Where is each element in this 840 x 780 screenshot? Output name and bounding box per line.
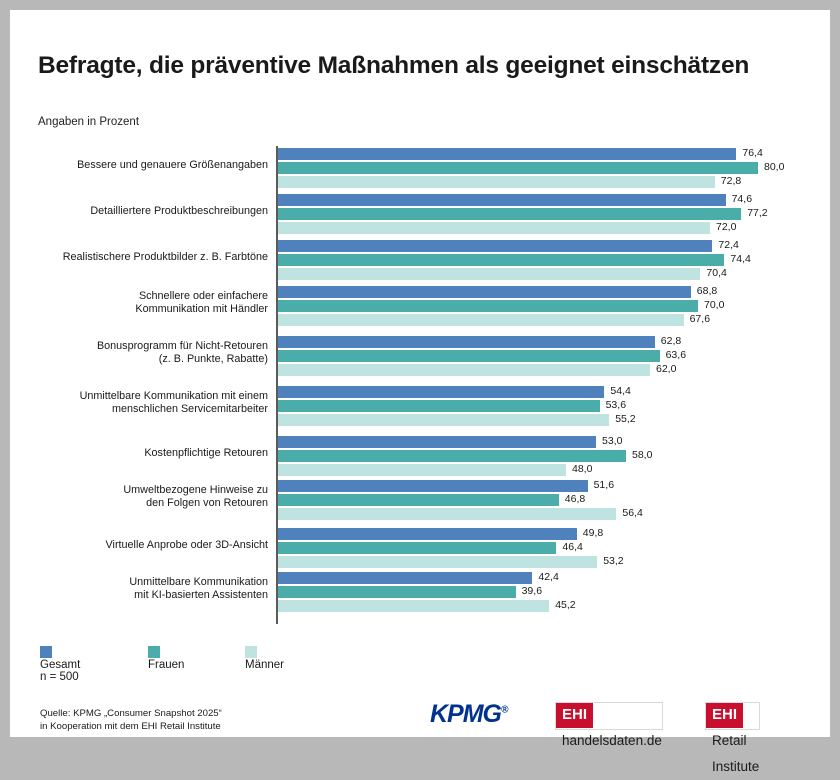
- category-label: Virtuelle Anprobe oder 3D-Ansicht: [105, 539, 268, 551]
- legend-item-gesamt[interactable]: [40, 646, 80, 671]
- bar-value-label: 76,4: [742, 147, 763, 159]
- bar-group: [38, 386, 803, 430]
- bar-männer[interactable]: [278, 414, 609, 426]
- bar-frauen[interactable]: [278, 208, 741, 220]
- bar-value-label: 45,2: [555, 599, 576, 611]
- bar-value-label: 74,6: [731, 193, 753, 205]
- bar-value-label: 56,4: [622, 507, 643, 519]
- bar-value-label: 46,4: [562, 541, 583, 553]
- bar-value-label: 70,0: [704, 299, 725, 311]
- chart-subtitle: Angaben in Prozent: [38, 116, 140, 128]
- bar-value-label: 53,6: [605, 399, 627, 411]
- kpmg-registered-mark: ®: [501, 704, 508, 716]
- legend-label: Frauen: [148, 659, 185, 671]
- category-label: Kostenpflichtige Retouren: [144, 447, 268, 459]
- bar-frauen[interactable]: [278, 450, 626, 462]
- bar-frauen[interactable]: [278, 400, 600, 412]
- bar-frauen[interactable]: [278, 542, 556, 554]
- bar-frauen[interactable]: [278, 254, 724, 266]
- category-label: Bessere und genauere Größenangaben: [77, 159, 268, 171]
- ehi-badge-2: EHI: [706, 703, 743, 728]
- bar-group: [38, 286, 803, 330]
- bar-value-label: 77,2: [747, 207, 768, 219]
- bar-value-label: 54,4: [610, 385, 631, 397]
- bar-group: [38, 336, 803, 380]
- bar-männer[interactable]: [278, 222, 710, 234]
- bar-value-label: 48,0: [572, 463, 593, 475]
- ehi-handelsdaten-logo: [555, 702, 663, 748]
- bar-value-label: 53,0: [602, 435, 623, 447]
- bar-group: [38, 436, 803, 480]
- ehi-retail-institute-text: Retail Institute: [712, 733, 760, 774]
- bar-gesamt[interactable]: [278, 528, 577, 540]
- bar-männer[interactable]: [278, 314, 684, 326]
- bar-value-label: 62,0: [656, 363, 677, 375]
- source-line-1: Quelle: KPMG „Consumer Snapshot 2025“: [40, 708, 222, 719]
- legend-swatch: [245, 646, 257, 658]
- bar-männer[interactable]: [278, 268, 700, 280]
- bar-value-label: 80,0: [764, 161, 785, 173]
- bar-männer[interactable]: [278, 364, 650, 376]
- bar-gesamt[interactable]: [278, 148, 736, 160]
- legend-item-frauen[interactable]: [148, 646, 184, 671]
- bar-group: [38, 194, 803, 238]
- bar-group: [38, 572, 803, 616]
- bar-gesamt[interactable]: [278, 436, 596, 448]
- bar-value-label: 67,6: [689, 313, 711, 325]
- kpmg-logo-text: KPMG: [430, 700, 501, 728]
- bar-value-label: 72,4: [718, 239, 739, 251]
- bar-value-label: 70,4: [706, 267, 727, 279]
- bar-gesamt[interactable]: [278, 240, 712, 252]
- legend-item-männer[interactable]: [245, 646, 284, 671]
- bar-männer[interactable]: [278, 176, 715, 188]
- category-label: Detailliertere Produktbeschreibungen: [90, 205, 268, 217]
- bar-frauen[interactable]: [278, 494, 559, 506]
- bar-männer[interactable]: [278, 508, 616, 520]
- bar-value-label: 58,0: [632, 449, 653, 461]
- source-note: [40, 708, 222, 733]
- bar-value-label: 49,8: [582, 527, 604, 539]
- bar-value-label: 42,4: [538, 571, 559, 583]
- bar-value-label: 62,8: [660, 335, 682, 347]
- bar-group: [38, 480, 803, 524]
- bar-group: [38, 148, 803, 192]
- legend-label: Gesamt: [40, 659, 81, 671]
- bar-männer[interactable]: [278, 464, 566, 476]
- page-title: Befragte, die präventive Maßnahmen als geeignet einschätzen: [38, 52, 750, 79]
- bar-value-label: 74,4: [730, 253, 751, 265]
- bar-value-label: 51,6: [593, 479, 615, 491]
- bar-value-label: 63,6: [665, 349, 687, 361]
- category-label: Unmittelbare Kommunikation mit einem menschlichen Servicemitarbeiter: [79, 390, 268, 415]
- bar-frauen[interactable]: [278, 586, 516, 598]
- sample-size-label: n = 500: [40, 671, 79, 683]
- bar-frauen[interactable]: [278, 350, 660, 362]
- bar-value-label: 72,0: [716, 221, 737, 233]
- bar-value-label: 53,2: [603, 555, 624, 567]
- ehi-handelsdaten-text: handelsdaten.de: [562, 733, 662, 748]
- category-label: Unmittelbare Kommunikation mit KI-basierten Assistenten: [129, 576, 268, 601]
- source-line-2: in Kooperation mit dem EHI Retail Institute: [40, 720, 221, 732]
- legend-swatch: [148, 646, 160, 658]
- kpmg-logo: [430, 700, 507, 729]
- bar-männer[interactable]: [278, 600, 549, 612]
- chart-card: [10, 10, 830, 774]
- bar-group: [38, 240, 803, 284]
- ehi-retail-institute-logo: [705, 702, 760, 774]
- category-label: Schnellere oder einfachere Kommunikation mit Händler: [135, 290, 268, 315]
- bar-gesamt[interactable]: [278, 336, 655, 348]
- bar-männer[interactable]: [278, 556, 597, 568]
- category-label: Realistischere Produktbilder z. B. Farbtöne: [62, 251, 268, 263]
- bar-gesamt[interactable]: [278, 286, 691, 298]
- bar-gesamt[interactable]: [278, 386, 604, 398]
- chart-plot-area: [38, 140, 803, 630]
- bar-group: [38, 528, 803, 572]
- bar-frauen[interactable]: [278, 300, 698, 312]
- category-label: Bonusprogramm für Nicht-Retouren (z. B. Punkte, Rabatte): [96, 340, 268, 365]
- bar-value-label: 68,8: [696, 285, 718, 297]
- bar-value-label: 72,8: [720, 175, 742, 187]
- bar-gesamt[interactable]: [278, 194, 726, 206]
- bar-value-label: 46,8: [564, 493, 586, 505]
- legend-label: Männer: [245, 659, 284, 671]
- bar-value-label: 55,2: [615, 413, 636, 425]
- legend-swatch: [40, 646, 52, 658]
- bar-gesamt[interactable]: [278, 572, 532, 584]
- category-label: Umweltbezogene Hinweise zu den Folgen von Retouren: [123, 484, 268, 509]
- bar-gesamt[interactable]: [278, 480, 588, 492]
- bar-value-label: 39,6: [521, 585, 543, 597]
- ehi-badge-1: EHI: [556, 703, 593, 728]
- bar-frauen[interactable]: [278, 162, 758, 174]
